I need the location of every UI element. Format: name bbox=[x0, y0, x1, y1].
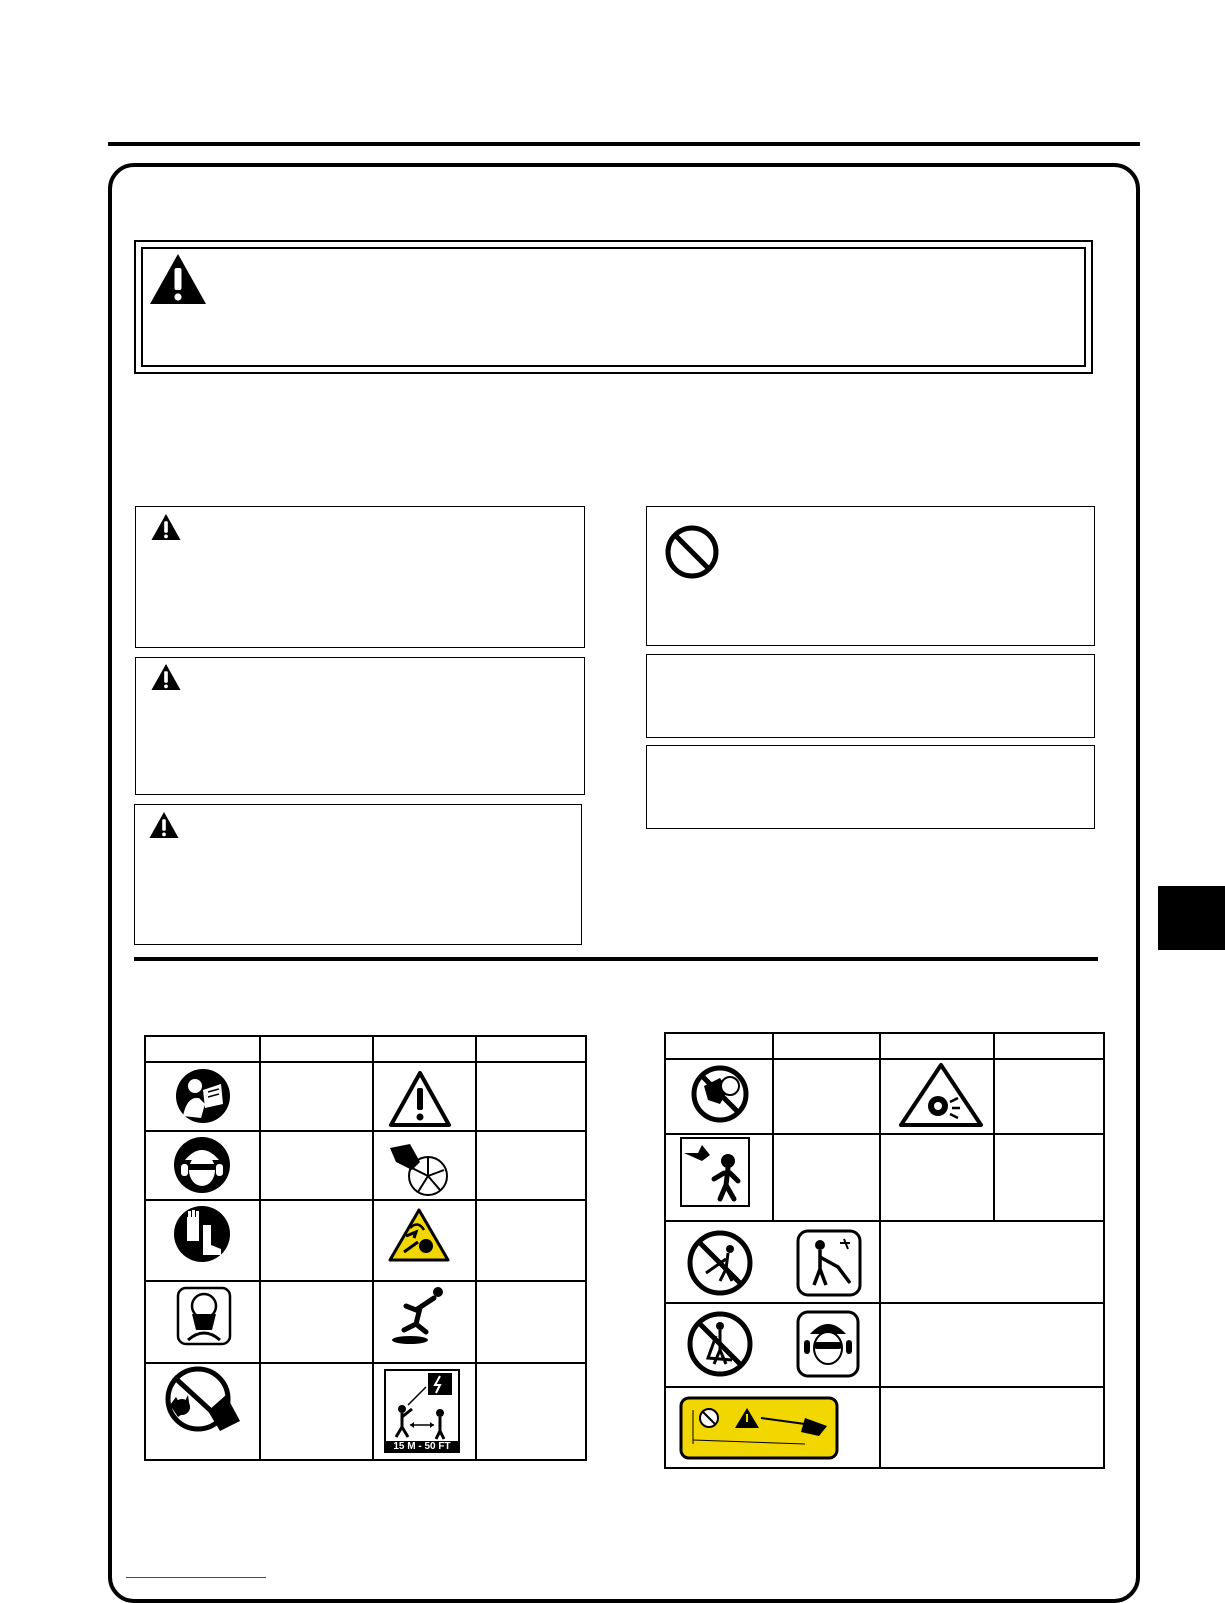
kickback-icon bbox=[388, 1208, 450, 1262]
flying-objects-icon bbox=[680, 1137, 750, 1207]
no-fire-icon bbox=[160, 1365, 244, 1435]
important-box bbox=[646, 745, 1095, 829]
no-wrong-posture-icon bbox=[686, 1229, 754, 1297]
footer-link-underline[interactable] bbox=[126, 1577, 266, 1578]
header-rule bbox=[108, 142, 1140, 146]
blade-thrust-icon bbox=[898, 1062, 984, 1128]
gloves-boots-icon bbox=[173, 1205, 231, 1263]
main-warning-box-inner bbox=[141, 247, 1086, 367]
no-blade-contact-icon bbox=[690, 1064, 750, 1124]
keep-distance-label-icon bbox=[679, 1396, 839, 1460]
section-divider bbox=[134, 957, 1098, 961]
no-circle-icon bbox=[664, 524, 720, 580]
warning-triangle-icon bbox=[150, 663, 182, 691]
head-eye-ear-protection-icon bbox=[173, 1136, 231, 1194]
rotating-blade-hand-icon bbox=[386, 1140, 452, 1198]
section-thumb-tab bbox=[1158, 886, 1225, 950]
correct-posture-icon bbox=[796, 1229, 862, 1297]
face-protection-icon bbox=[796, 1310, 860, 1378]
warning-triangle-icon bbox=[148, 252, 208, 306]
warning-triangle-icon bbox=[150, 513, 182, 541]
general-alert-icon bbox=[388, 1070, 452, 1128]
slip-hazard-icon bbox=[386, 1284, 448, 1348]
warning-box bbox=[135, 657, 585, 795]
caution-box bbox=[134, 804, 582, 945]
dust-mask-icon bbox=[176, 1286, 232, 1346]
no-loose-clothing-icon bbox=[686, 1310, 754, 1378]
note-box bbox=[646, 654, 1095, 738]
danger-box bbox=[135, 506, 585, 648]
read-manual-icon bbox=[175, 1068, 231, 1124]
warning-triangle-icon bbox=[148, 811, 180, 839]
power-line-distance-label: 15 M - 50 FT bbox=[393, 1441, 451, 1452]
